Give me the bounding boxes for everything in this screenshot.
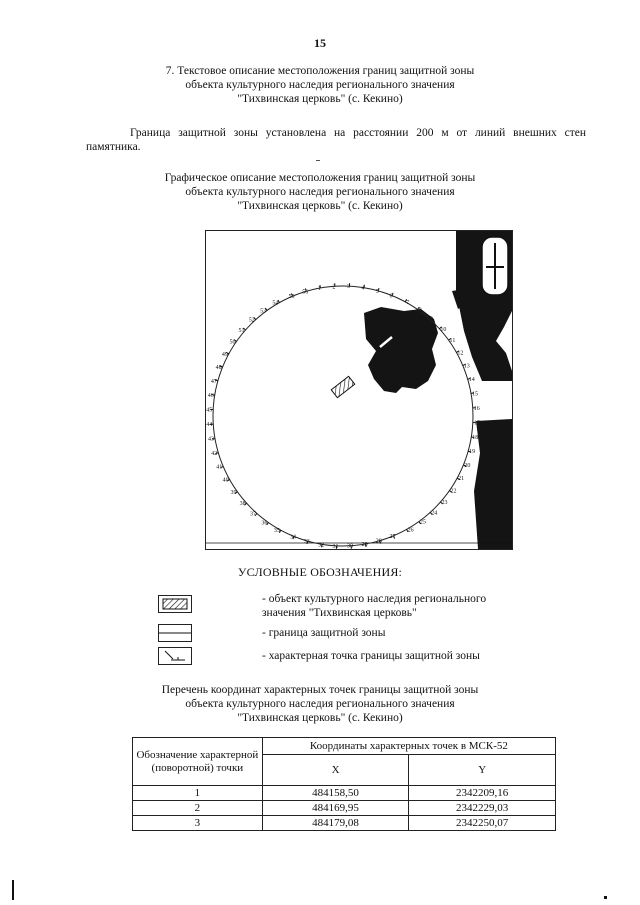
boundary-point-label: 30 xyxy=(347,543,354,549)
boundary-point-label: 36 xyxy=(261,520,268,527)
zone-scheme-drawing xyxy=(206,231,512,549)
road-sign-icon xyxy=(482,237,508,295)
boundary-point-label: 35 xyxy=(273,528,280,535)
boundary-point-label: 37 xyxy=(249,511,256,518)
coordinates-title-line: объекта культурного наследия регионального значения xyxy=(185,698,455,710)
boundary-point-label: 41 xyxy=(216,464,223,471)
boundary-point-label: 32 xyxy=(318,542,325,549)
coordinates-title-line: Перечень координат характерных точек границы защитной зоны xyxy=(161,684,479,696)
boundary-point-icon xyxy=(158,647,192,665)
boundary-point-label: 24 xyxy=(431,510,438,517)
boundary-point-label: 25 xyxy=(419,519,426,526)
boundary-point-label: 47 xyxy=(210,378,217,385)
boundary-point-label: 27 xyxy=(389,533,396,540)
boundary-point-label: 22 xyxy=(450,488,457,495)
boundary-point-label: 14 xyxy=(468,377,475,384)
boundary-point-label: 43 xyxy=(207,436,214,443)
boundary-point-label: 46 xyxy=(207,393,214,400)
boundary-point-label: 2 xyxy=(332,284,336,291)
boundary-point-label: 16 xyxy=(473,405,480,412)
point-x: 484179,08 xyxy=(262,816,409,831)
point-x: 484158,50 xyxy=(262,786,409,801)
coordinates-group-header: Координаты характерных точек в МСК-52 xyxy=(262,738,555,755)
y-header: Y xyxy=(409,755,556,786)
graphic-title-line: объекта культурного наследия регионального значения xyxy=(185,186,455,198)
boundary-point-label: 52 xyxy=(248,317,255,324)
point-y: 2342229,03 xyxy=(409,801,556,816)
legend-boundary-text: - граница защитной зоны xyxy=(262,627,386,639)
boundary-point-label: 8 xyxy=(418,307,422,314)
boundary-point-label: 13 xyxy=(463,363,470,370)
coordinates-title-line: "Тихвинская церковь" (с. Кекино) xyxy=(237,712,403,724)
section-title-line: "Тихвинская церковь" (с. Кекино) xyxy=(237,93,403,105)
legend-text-line: - объект культурного наследия регионального xyxy=(262,593,487,605)
legend-text-line: значения "Тихвинская церковь" xyxy=(262,607,417,619)
boundary-line-icon xyxy=(158,624,192,642)
boundary-point-label: 33 xyxy=(303,539,310,546)
boundary-point-label: 55 xyxy=(288,294,295,301)
boundary-point-label: 18 xyxy=(472,434,479,441)
boundary-point-label: 3 xyxy=(346,284,350,291)
boundary-point-label: 20 xyxy=(464,462,471,469)
boundary-point-label: 6 xyxy=(389,293,393,300)
boundary-point-label: 54 xyxy=(272,300,279,307)
graphic-title-line: "Тихвинская церковь" (с. Кекино) xyxy=(237,200,403,212)
boundary-point-label: 31 xyxy=(332,543,339,549)
boundary-point-label: 28 xyxy=(375,538,382,545)
section-title xyxy=(0,64,640,106)
boundary-point-label: 19 xyxy=(469,449,476,456)
boundary-point-label: 56 xyxy=(302,289,309,296)
church-object-icon xyxy=(331,376,354,397)
boundary-point-label: 44 xyxy=(206,422,213,429)
boundary-point-label: 21 xyxy=(458,476,465,483)
table-row xyxy=(133,816,556,831)
x-header: X xyxy=(262,755,409,786)
point-y: 2342209,16 xyxy=(409,786,556,801)
boundary-point-label: 51 xyxy=(238,327,245,334)
designation-header: Обозначение характерной (поворотной) точки xyxy=(133,738,263,786)
table-row xyxy=(133,786,556,801)
boundary-point-label: 50 xyxy=(229,339,236,346)
coordinates-table xyxy=(132,737,556,831)
point-y: 2342250,07 xyxy=(409,816,556,831)
boundary-point-label: 10 xyxy=(440,326,447,333)
boundary-point-label: 29 xyxy=(361,542,368,549)
boundary-point-label: 12 xyxy=(457,350,464,357)
boundary-point-label: 26 xyxy=(407,527,414,534)
boundary-point-label: 11 xyxy=(449,338,456,345)
scan-artifact xyxy=(12,880,14,900)
zone-scheme xyxy=(205,230,513,550)
boundary-point-label: 40 xyxy=(222,477,229,484)
coordinates-title xyxy=(0,683,640,725)
graphic-title xyxy=(0,171,640,213)
page-number: 15 xyxy=(314,36,326,50)
section-title-line: объекта культурного наследия регионального значения xyxy=(185,79,455,91)
boundary-paragraph-text: Граница защитной зоны установлена на расстоянии 200 м от линий внешних стен памятника. xyxy=(86,127,586,153)
table-row xyxy=(133,801,556,816)
point-x: 484169,95 xyxy=(262,801,409,816)
boundary-point-label: 9 xyxy=(430,316,434,323)
boundary-point-label: 1 xyxy=(317,285,321,292)
boundary-point-label: 15 xyxy=(472,391,479,398)
boundary-point-label: 7 xyxy=(406,299,410,306)
boundary-point-label: 53 xyxy=(260,308,267,315)
graphic-title-line: Графическое описание местоположения границ защитной зоны xyxy=(164,172,476,184)
boundary-point-label: 23 xyxy=(441,500,448,507)
section-title-line: 7. Текстовое описание местоположения границ защитной зоны xyxy=(165,65,475,77)
divider xyxy=(316,160,320,161)
point-id: 2 xyxy=(133,801,263,816)
boundary-points xyxy=(206,283,480,549)
legend-point-text: - характерная точка границы защитной зоны xyxy=(262,650,480,662)
boundary-point-label: 48 xyxy=(215,365,222,372)
point-id: 1 xyxy=(133,786,263,801)
boundary-point-label: 34 xyxy=(290,534,297,541)
boundary-point-label: 45 xyxy=(206,407,213,414)
boundary-point-label: 5 xyxy=(375,288,379,295)
boundary-point-label: 4 xyxy=(361,285,365,292)
hatched-object-icon xyxy=(158,595,192,613)
legend-object-text xyxy=(262,592,562,620)
boundary-point-label: 49 xyxy=(221,351,228,358)
boundary-point-label: 39 xyxy=(230,489,237,496)
boundary-point-label: 38 xyxy=(239,501,246,508)
point-id: 3 xyxy=(133,816,263,831)
scan-artifact xyxy=(604,896,607,899)
boundary-point-label: 17 xyxy=(473,420,480,427)
boundary-paragraph xyxy=(86,126,586,154)
legend-title: УСЛОВНЫЕ ОБОЗНАЧЕНИЯ: xyxy=(237,565,403,579)
boundary-point-label: 42 xyxy=(211,450,218,457)
